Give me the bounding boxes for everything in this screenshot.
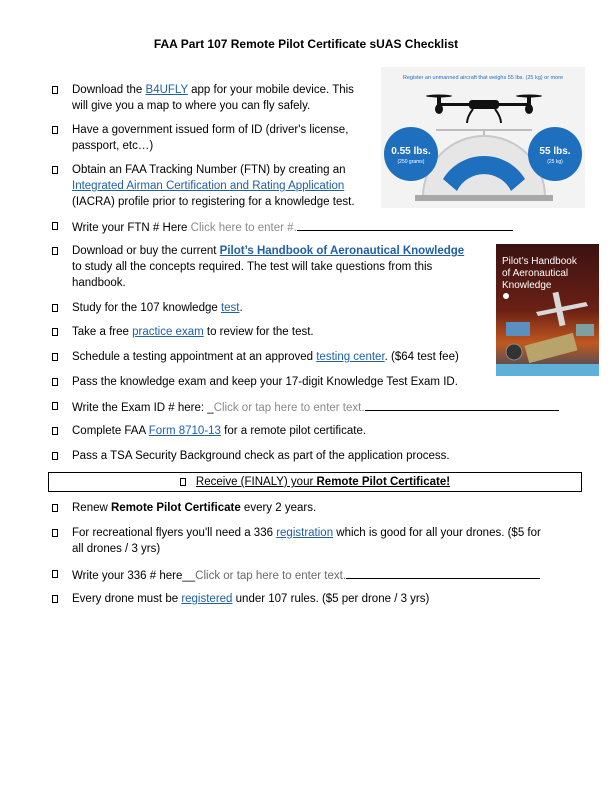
checklist-item-renew: Renew Remote Pilot Certificate every 2 years. [52, 500, 316, 516]
registered-link[interactable]: registered [181, 593, 233, 605]
checklist-item-every-drone: Every drone must be registered under 107 rules. ($5 per drone / 3 yrs) [52, 591, 429, 607]
book-title-line3: Knowledge [502, 280, 552, 291]
checklist-item-id: Have a government issued form of ID (driver's license, passport, etc…) [52, 122, 348, 154]
checklist-item-schedule: Schedule a testing appointment at an approved testing center. ($64 test fee) [52, 349, 459, 365]
checkbox[interactable] [52, 378, 58, 386]
checkbox[interactable] [52, 570, 58, 578]
book-title-line1: Pilot’s Handbook [502, 256, 577, 267]
practice-exam-link[interactable]: practice exam [132, 326, 204, 338]
checkbox[interactable] [180, 478, 186, 486]
gauge-icon [506, 344, 522, 360]
exam-id-input[interactable]: Click or tap here to enter text. [213, 402, 365, 414]
infographic-caption: Register an unmanned aircraft that weighs 55 lbs. (25 kg) or more [402, 75, 564, 81]
checklist-item-practice: Take a free practice exam to review for the test. [52, 324, 314, 340]
checklist-item-tsa: Pass a TSA Security Background check as part of the application process. [52, 448, 450, 464]
checkbox[interactable] [52, 126, 58, 134]
max-weight-value: 55 lbs. [539, 146, 571, 157]
checkbox[interactable] [52, 595, 58, 603]
handbook-cover-graphic [496, 244, 599, 376]
checkbox[interactable] [52, 166, 58, 174]
drone-weight-graphic [381, 67, 585, 208]
radar-icon [576, 324, 594, 336]
ftn-input[interactable]: Click here to enter #. [190, 222, 297, 234]
checkbox[interactable] [52, 529, 58, 537]
checklist-item-ftn-write: Write your FTN # Here Click here to enter #. [52, 218, 513, 236]
checkbox[interactable] [52, 452, 58, 460]
checkbox[interactable] [52, 86, 58, 94]
registration-link[interactable]: registration [276, 527, 334, 539]
checklist-item-pass: Pass the knowledge exam and keep your 17-digit Knowledge Test Exam ID. [52, 374, 458, 390]
checklist-item-exam-id: Write the Exam ID # here: _Click or tap here to enter text. [52, 398, 559, 416]
book-title-line2: of Aeronautical [502, 268, 569, 279]
checklist-item-study: Study for the 107 knowledge test. [52, 300, 243, 316]
checklist-item-form: Complete FAA Form 8710-13 for a remote pilot certificate. [52, 423, 366, 439]
checkbox[interactable] [52, 328, 58, 336]
handbook-link[interactable]: Pilot’s Handbook of Aeronautical Knowledge [219, 245, 465, 257]
document-title: FAA Part 107 Remote Pilot Certificate sUAS Checklist [153, 37, 459, 51]
checkbox[interactable] [52, 247, 58, 255]
testing-center-link[interactable]: testing center [316, 351, 385, 363]
exam-id-underline [365, 398, 559, 411]
checkbox[interactable] [52, 353, 58, 361]
ftn-underline [297, 218, 513, 231]
instrument-panel-icon [506, 322, 530, 336]
checkbox[interactable] [52, 427, 58, 435]
336-input[interactable]: Click or tap here to enter text. [195, 570, 347, 582]
drone-weight-infographic [381, 67, 585, 208]
checklist-item-b4ufly: Download the B4UFLY app for your mobile device. This will give you a map to where you can fly safely. [52, 82, 354, 114]
iacra-link[interactable]: Integrated Airman Certification and Rating Application [72, 180, 345, 192]
min-weight-sub: (250 grams) [397, 159, 425, 165]
checkbox[interactable] [52, 304, 58, 312]
checklist-item-ftn: Obtain an FAA Tracking Number (FTN) by creating an Integrated Airman Certification and Rating Application (IACRA) profile prior to registering for a knowledge test. [52, 162, 355, 210]
checkbox[interactable] [52, 504, 58, 512]
handbook-cover-image [496, 244, 599, 376]
form-8710-link[interactable]: Form 8710-13 [148, 425, 221, 437]
checkbox[interactable] [52, 222, 58, 230]
min-weight-value: 0.55 lbs. [391, 146, 431, 157]
336-underline [346, 566, 540, 579]
test-link[interactable]: test [220, 302, 240, 314]
receive-certificate-box: Receive (FINALY) your Remote Pilot Certificate! [48, 472, 582, 492]
faa-logo-icon [503, 293, 509, 299]
checklist-item-336-write: Write your 336 # here__Click or tap here to enter text. [52, 566, 540, 584]
checkbox[interactable] [52, 402, 58, 410]
b4ufly-link[interactable]: B4UFLY [145, 84, 188, 96]
checklist-item-handbook: Download or buy the current Pilot’s Handbook of Aeronautical Knowledge to study all the concepts required. The test will take questions from this handbook. [52, 243, 464, 291]
checklist-item-recreational: For recreational flyers you'll need a 336 registration which is good for all your drones. ($5 for all drones / 3 yrs) [52, 525, 541, 557]
max-weight-sub: (25 kg) [547, 159, 563, 165]
